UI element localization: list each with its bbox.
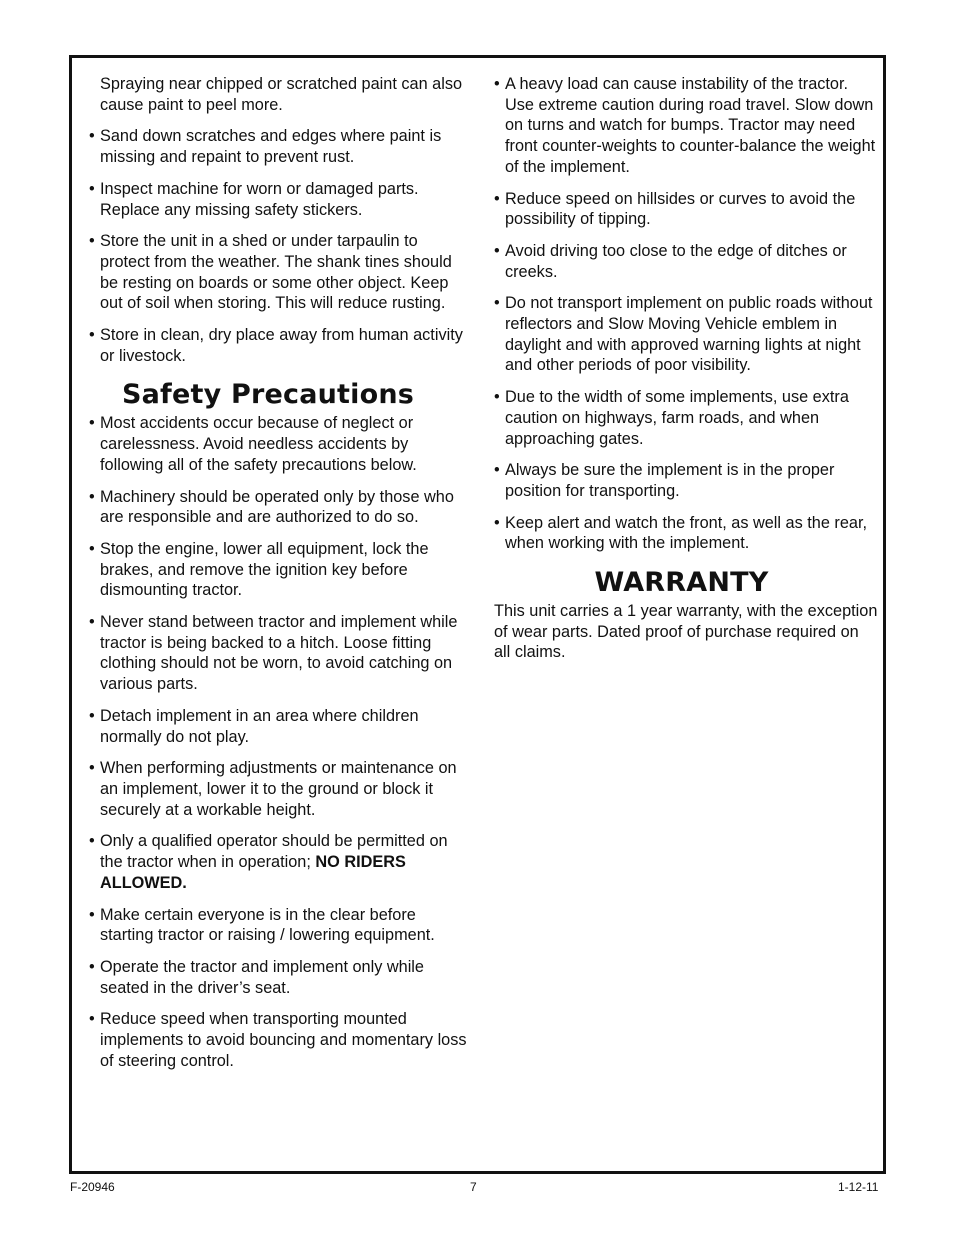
care-list [89,126,469,366]
warranty-heading: WARRANTY [594,567,769,599]
list-item: • Due to the width of some implements, use extra caution on highways, farm roads, and when approaching gates. [494,387,879,449]
list-item: • Reduce speed on hillsides or curves to avoid the possibility of tipping. [494,189,879,230]
riders-text: Only a qualified operator should be permitted on the tractor when in operation; [100,832,448,872]
intro-paragraph: Spraying near chipped or scratched paint can also cause paint to peel more. [100,75,463,114]
safety-list [89,413,469,1071]
right-column [494,74,879,663]
list-item: • Do not transport implement on public roads without reflectors and Slow Moving Vehicle emblem in daylight and with approved warning lights at night and other periods of poor visibility. [494,293,879,376]
list-item: • Most accidents occur because of neglect or carelessness. Avoid needless accidents by following all of the safety precautions below. [89,413,469,475]
list-item: • Reduce speed when transporting mounted implements to avoid bouncing and momentary loss of steering control. [89,1009,469,1071]
safety-heading: Safety Precautions [121,379,415,411]
page-frame [69,55,886,1174]
list-item: • Always be sure the implement is in the proper position for transporting. [494,460,879,501]
list-item: • A heavy load can cause instability of the tractor. Use extreme caution during road travel. Slow down on turns and watch for bumps. Tractor may need front counter-weights to counter-balance the weight of the implement. [494,74,879,178]
no-riders-warning: NO RIDERS ALLOWED. [100,853,406,892]
footer-date: 1-12-11 [838,1180,879,1194]
warranty-paragraph: This unit carries a 1 year warranty, with the exception of wear parts. Dated proof of purchase required on all claims. [494,602,878,662]
footer-page-number: 7 [470,1180,477,1194]
list-item: • Machinery should be operated only by those who are responsible and are authorized to do so. [89,487,469,528]
list-item: • Never stand between tractor and implement while tractor is being backed to a hitch. Loose fitting clothing should not be worn, to avoid catching on various parts. [89,612,469,695]
left-column [89,74,469,1082]
list-item: • Store the unit in a shed or under tarpaulin to protect from the weather. The shank tines should be resting on boards or some other object. Keep out of soil when storing. This will reduce rusting. [89,231,469,314]
list-item: • Sand down scratches and edges where paint is missing and repaint to prevent rust. [89,126,469,167]
list-item: • Operate the tractor and implement only while seated in the driver’s seat. [89,957,469,998]
list-item: • Avoid driving too close to the edge of ditches or creeks. [494,241,879,282]
list-item: • Inspect machine for worn or damaged parts. Replace any missing safety stickers. [89,179,469,220]
list-item: • When performing adjustments or maintenance on an implement, lower it to the ground or block it securely at a workable height. [89,758,469,820]
list-item: • Store in clean, dry place away from human activity or livestock. [89,325,469,366]
list-item: • Detach implement in an area where children normally do not play. [89,706,469,747]
list-item: • Stop the engine, lower all equipment, lock the brakes, and remove the ignition key before dismounting tractor. [89,539,469,601]
footer-doc-number: F-20946 [70,1180,115,1194]
list-item-no-riders [89,831,469,893]
list-item: • Make certain everyone is in the clear before starting tractor or raising / lowering equipment. [89,905,469,946]
transport-list [494,74,879,554]
list-item: • Keep alert and watch the front, as well as the rear, when working with the implement. [494,513,879,554]
